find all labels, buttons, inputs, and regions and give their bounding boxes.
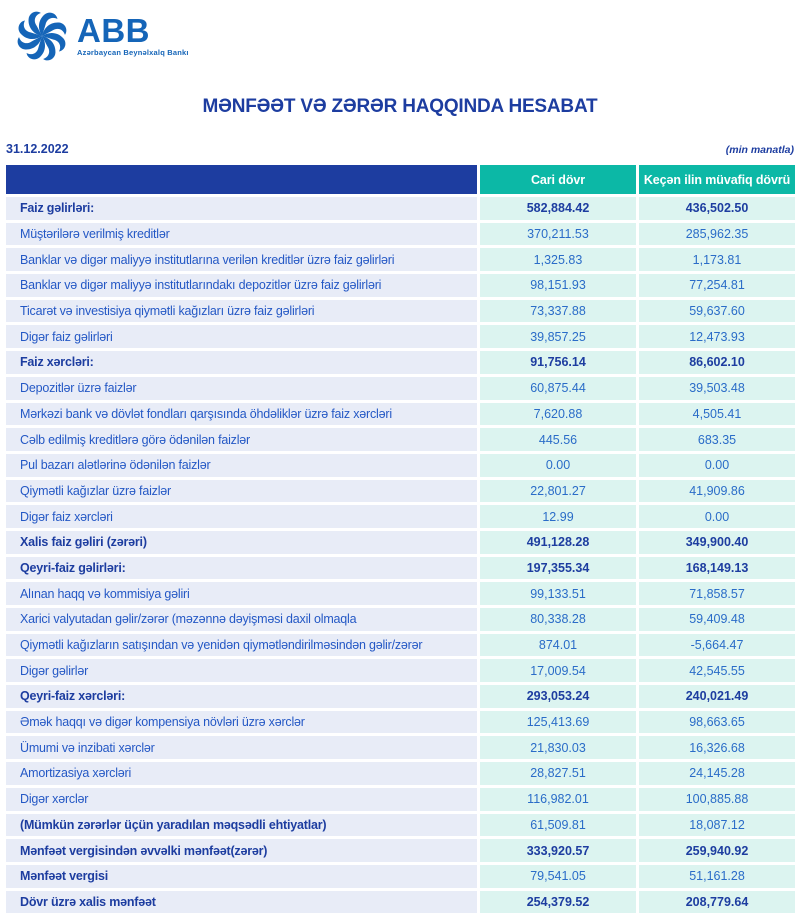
- row-value-current: 99,133.51: [480, 582, 636, 605]
- row-label: Mərkəzi bank və dövlət fondları qarşısında öhdəliklər üzrə faiz xərcləri: [6, 403, 477, 426]
- table-row: [6, 223, 795, 246]
- row-label: Cəlb edilmiş kreditlərə görə ödənilən faizlər: [6, 428, 477, 451]
- row-value-previous: 12,473.93: [639, 325, 795, 348]
- table-row: [6, 480, 795, 503]
- pnl-table: [6, 165, 795, 913]
- row-label: Qeyri-faiz gəlirləri:: [6, 557, 477, 580]
- row-value-previous: 77,254.81: [639, 274, 795, 297]
- row-label: Qeyri-faiz xərcləri:: [6, 685, 477, 708]
- abb-pinwheel-logo-icon: [14, 8, 70, 64]
- row-value-current: 60,875.44: [480, 377, 636, 400]
- table-row: [6, 736, 795, 759]
- row-label: Digər gəlirlər: [6, 659, 477, 682]
- row-label: Amortizasiya xərcləri: [6, 762, 477, 785]
- row-value-current: 17,009.54: [480, 659, 636, 682]
- table-header-row: [6, 165, 795, 194]
- row-value-previous: 0.00: [639, 454, 795, 477]
- row-value-previous: 71,858.57: [639, 582, 795, 605]
- table-row: [6, 659, 795, 682]
- logo-subtitle: Azərbaycan Beynəlxalq Bankı: [77, 48, 189, 58]
- row-value-previous: 168,149.13: [639, 557, 795, 580]
- page-title: MƏNFƏƏT VƏ ZƏRƏR HAQQINDA HESABAT: [202, 96, 598, 117]
- row-label: Digər xərclər: [6, 788, 477, 811]
- meta-row: [6, 142, 794, 156]
- row-label: Pul bazarı alətlərinə ödənilən faizlər: [6, 454, 477, 477]
- row-value-current: 0.00: [480, 454, 636, 477]
- table-row: [6, 762, 795, 785]
- row-label: Müştərilərə verilmiş kreditlər: [6, 223, 477, 246]
- row-value-current: 73,337.88: [480, 300, 636, 323]
- row-value-previous: 0.00: [639, 505, 795, 528]
- row-value-current: 21,830.03: [480, 736, 636, 759]
- table-row: [6, 814, 795, 837]
- logo: [0, 0, 800, 64]
- row-value-previous: 100,885.88: [639, 788, 795, 811]
- row-value-previous: 1,173.81: [639, 248, 795, 271]
- row-label: Mənfəət vergisi: [6, 865, 477, 888]
- row-label: (Mümkün zərərlər üçün yaradılan məqsədli ehtiyatlar): [6, 814, 477, 837]
- table-row: [6, 531, 795, 554]
- row-value-current: 293,053.24: [480, 685, 636, 708]
- row-value-current: 116,982.01: [480, 788, 636, 811]
- header-label-spacer: [6, 165, 477, 194]
- row-value-previous: 41,909.86: [639, 480, 795, 503]
- row-value-previous: 39,503.48: [639, 377, 795, 400]
- logo-abbr: ABB: [77, 12, 150, 49]
- row-label: Qiymətli kağızlar üzrə faizlər: [6, 480, 477, 503]
- row-label: Faiz xərcləri:: [6, 351, 477, 374]
- table-row: [6, 403, 795, 426]
- logo-text: [77, 8, 189, 57]
- row-value-previous: -5,664.47: [639, 634, 795, 657]
- table-row: [6, 608, 795, 631]
- row-value-current: 12.99: [480, 505, 636, 528]
- row-value-current: 874.01: [480, 634, 636, 657]
- row-value-previous: 51,161.28: [639, 865, 795, 888]
- row-label: Alınan haqq və kommisiya gəliri: [6, 582, 477, 605]
- row-label: Digər faiz gəlirləri: [6, 325, 477, 348]
- row-value-current: 79,541.05: [480, 865, 636, 888]
- row-value-current: 333,920.57: [480, 839, 636, 862]
- row-label: Ticarət və investisiya qiymətli kağızları üzrə faiz gəlirləri: [6, 300, 477, 323]
- row-value-current: 91,756.14: [480, 351, 636, 374]
- row-label: Mənfəət vergisindən əvvəlki mənfəət(zərər): [6, 839, 477, 862]
- table-body: [6, 197, 795, 913]
- table-row: [6, 839, 795, 862]
- row-label: Faiz gəlirləri:: [6, 197, 477, 220]
- row-value-current: 98,151.93: [480, 274, 636, 297]
- table-row: [6, 351, 795, 374]
- row-value-previous: 349,900.40: [639, 531, 795, 554]
- row-label: Qiymətli kağızların satışından və yenidən qiymətləndirilməsindən gəlir/zərər: [6, 634, 477, 657]
- table-row: [6, 582, 795, 605]
- row-value-current: 254,379.52: [480, 891, 636, 914]
- table-row: [6, 505, 795, 528]
- row-value-previous: 59,637.60: [639, 300, 795, 323]
- row-value-current: 28,827.51: [480, 762, 636, 785]
- row-value-previous: 683.35: [639, 428, 795, 451]
- row-value-current: 582,884.42: [480, 197, 636, 220]
- row-value-previous: 240,021.49: [639, 685, 795, 708]
- row-label: Ümumi və inzibati xərclər: [6, 736, 477, 759]
- row-value-previous: 4,505.41: [639, 403, 795, 426]
- row-value-previous: 436,502.50: [639, 197, 795, 220]
- row-label: Xalis faiz gəliri (zərəri): [6, 531, 477, 554]
- table-row: [6, 454, 795, 477]
- row-value-current: 491,128.28: [480, 531, 636, 554]
- row-value-current: 61,509.81: [480, 814, 636, 837]
- table-row: [6, 248, 795, 271]
- table-row: [6, 685, 795, 708]
- row-value-previous: 208,779.64: [639, 891, 795, 914]
- row-value-previous: 16,326.68: [639, 736, 795, 759]
- row-label: Xarici valyutadan gəlir/zərər (məzənnə dəyişməsi daxil olmaqla: [6, 608, 477, 631]
- row-value-current: 445.56: [480, 428, 636, 451]
- row-label: Depozitlər üzrə faizlər: [6, 377, 477, 400]
- header-previous-period: Keçən ilin müvafiq dövrü: [639, 165, 795, 194]
- row-value-current: 22,801.27: [480, 480, 636, 503]
- table-row: [6, 711, 795, 734]
- row-value-previous: 285,962.35: [639, 223, 795, 246]
- row-label: Banklar və digər maliyyə institutlarındakı depozitlər üzrə faiz gəlirləri: [6, 274, 477, 297]
- unit-note: (min manatla): [725, 144, 794, 156]
- row-label: Dövr üzrə xalis mənfəət: [6, 891, 477, 914]
- row-value-previous: 18,087.12: [639, 814, 795, 837]
- table-row: [6, 428, 795, 451]
- row-value-previous: 42,545.55: [639, 659, 795, 682]
- row-value-previous: 24,145.28: [639, 762, 795, 785]
- table-row: [6, 274, 795, 297]
- row-value-previous: 98,663.65: [639, 711, 795, 734]
- table-row: [6, 865, 795, 888]
- table-row: [6, 634, 795, 657]
- row-value-current: 80,338.28: [480, 608, 636, 631]
- header-current-period: Cari dövr: [480, 165, 636, 194]
- table-row: [6, 325, 795, 348]
- row-value-previous: 86,602.10: [639, 351, 795, 374]
- table-row: [6, 377, 795, 400]
- table-row: [6, 891, 795, 914]
- row-value-current: 1,325.83: [480, 248, 636, 271]
- table-row: [6, 557, 795, 580]
- row-value-previous: 259,940.92: [639, 839, 795, 862]
- table-row: [6, 788, 795, 811]
- row-value-current: 370,211.53: [480, 223, 636, 246]
- row-label: Digər faiz xərcləri: [6, 505, 477, 528]
- row-label: Banklar və digər maliyyə institutlarına verilən kreditlər üzrə faiz gəlirləri: [6, 248, 477, 271]
- table-row: [6, 300, 795, 323]
- row-value-current: 125,413.69: [480, 711, 636, 734]
- row-value-current: 197,355.34: [480, 557, 636, 580]
- row-value-current: 39,857.25: [480, 325, 636, 348]
- table-row: [6, 197, 795, 220]
- row-value-current: 7,620.88: [480, 403, 636, 426]
- row-value-previous: 59,409.48: [639, 608, 795, 631]
- report-date: 31.12.2022: [6, 142, 69, 156]
- row-label: Əmək haqqı və digər kompensiya növləri üzrə xərclər: [6, 711, 477, 734]
